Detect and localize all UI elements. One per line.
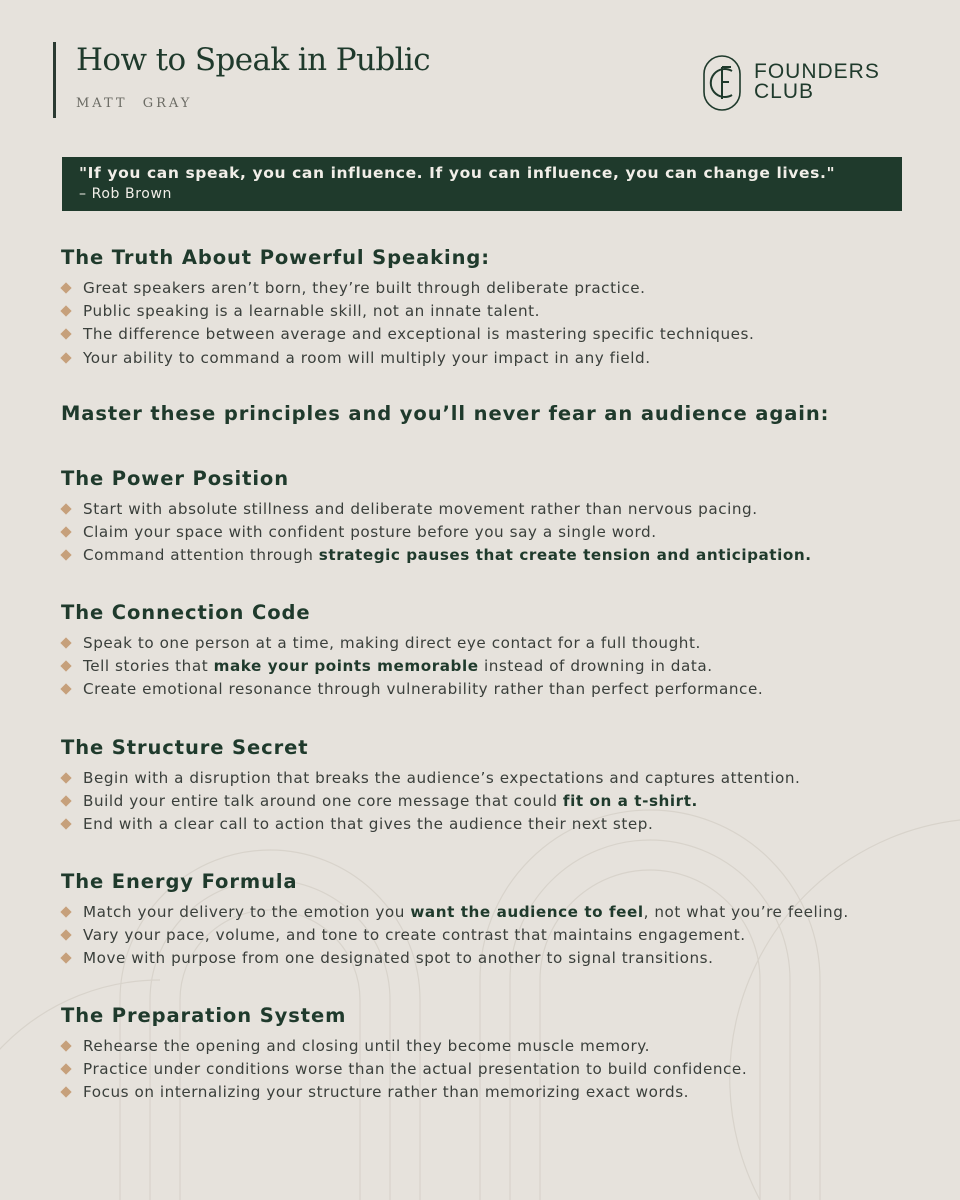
- diamond-bullet-icon: [60, 306, 71, 317]
- section-heading: The Preparation System: [61, 1004, 347, 1027]
- diamond-bullet-icon: [60, 661, 71, 672]
- item-emphasis: strategic pauses that create tension and anticipation.: [318, 546, 812, 565]
- diamond-bullet-icon: [60, 819, 71, 830]
- item-text: Create emotional resonance through vulnerability rather than perfect performance.: [83, 680, 764, 699]
- list-item: [61, 655, 763, 678]
- principles-callout: Master these principles and you’ll never fear an audience again:: [61, 402, 830, 425]
- diamond-bullet-icon: [60, 930, 71, 941]
- section-power-position: [61, 466, 812, 568]
- founders-club-logo: [702, 55, 912, 111]
- item-text-tail: , not what you’re feeling.: [643, 903, 849, 921]
- list-item: [61, 1081, 747, 1104]
- header-accent-bar: [53, 42, 56, 118]
- logo-wordmark: [754, 62, 880, 102]
- item-text: Speak to one person at a time, making direct eye contact for a full thought.: [83, 634, 701, 652]
- section-heading: The Structure Secret: [61, 736, 309, 759]
- diamond-bullet-icon: [60, 282, 71, 293]
- bullet-list: [61, 277, 754, 370]
- fc-monogram-icon: [702, 55, 742, 111]
- list-item: [61, 790, 800, 813]
- page-title: How to Speak in Public: [76, 42, 431, 78]
- item-text: Vary your pace, volume, and tone to create contrast that maintains engagement.: [83, 926, 746, 945]
- item-text: Claim your space with confident posture before you say a single word.: [83, 523, 657, 542]
- author-name: MATT GRAY: [76, 96, 193, 111]
- diamond-bullet-icon: [60, 503, 71, 514]
- section-heading: The Truth About Powerful Speaking:: [61, 246, 490, 269]
- quote-box: [62, 157, 902, 211]
- diamond-bullet-icon: [60, 1087, 71, 1098]
- section-heading: The Power Position: [61, 467, 289, 490]
- diamond-bullet-icon: [60, 953, 71, 964]
- item-text: Start with absolute stillness and deliberate movement rather than nervous pacing.: [83, 500, 758, 518]
- item-emphasis: make your points memorable: [213, 657, 479, 676]
- item-text-tail: instead of drowning in data.: [478, 657, 713, 676]
- quote-text: "If you can speak, you can influence. If you can influence, you can change lives.": [79, 164, 836, 182]
- item-text: Practice under conditions worse than the actual presentation to build confidence.: [83, 1060, 748, 1079]
- bullet-list: [61, 767, 800, 837]
- diamond-bullet-icon: [60, 329, 71, 340]
- list-item: [61, 277, 754, 300]
- list-item: [61, 521, 812, 544]
- diamond-bullet-icon: [60, 906, 71, 917]
- item-text: Focus on internalizing your structure rather than memorizing exact words.: [83, 1083, 690, 1102]
- quote-author: – Rob Brown: [79, 186, 172, 202]
- bullet-list: [61, 901, 849, 971]
- list-item: [61, 924, 849, 947]
- item-text: The difference between average and exceptional is mastering specific techniques.: [83, 325, 755, 344]
- item-emphasis: want the audience to feel: [410, 903, 644, 921]
- item-text: Public speaking is a learnable skill, not an innate talent.: [83, 302, 541, 321]
- diamond-bullet-icon: [60, 796, 71, 807]
- diamond-bullet-icon: [60, 637, 71, 648]
- list-item: [61, 632, 763, 655]
- list-item: [61, 544, 812, 567]
- diamond-bullet-icon: [60, 550, 71, 561]
- section-heading: The Energy Formula: [61, 870, 298, 893]
- item-text: Command attention through: [83, 546, 319, 565]
- section-heading: The Connection Code: [61, 601, 311, 624]
- section-structure-secret: [61, 735, 800, 837]
- item-text: Build your entire talk around one core message that could: [83, 792, 563, 811]
- diamond-bullet-icon: [60, 352, 71, 363]
- diamond-bullet-icon: [60, 1064, 71, 1075]
- bullet-list: [61, 632, 763, 702]
- diamond-bullet-icon: [60, 1040, 71, 1051]
- list-item: [61, 1058, 747, 1081]
- list-item: [61, 323, 754, 346]
- bullet-list: [61, 498, 812, 568]
- diamond-bullet-icon: [60, 684, 71, 695]
- section-preparation-system: [61, 1003, 747, 1105]
- list-item: [61, 901, 849, 924]
- diamond-bullet-icon: [60, 772, 71, 783]
- item-text: Match your delivery to the emotion you: [83, 903, 411, 921]
- section-truth: [61, 245, 754, 370]
- logo-line-1: FOUNDERS: [754, 60, 880, 83]
- logo-line-2: CLUB: [754, 80, 815, 103]
- item-text: Begin with a disruption that breaks the audience’s expectations and captures attention.: [83, 769, 801, 787]
- list-item: [61, 767, 800, 790]
- list-item: [61, 347, 754, 370]
- section-energy-formula: [61, 869, 849, 971]
- item-emphasis: fit on a t-shirt.: [562, 792, 698, 811]
- item-text: Your ability to command a room will multiply your impact in any field.: [83, 348, 651, 367]
- bullet-list: [61, 1035, 747, 1105]
- item-text: End with a clear call to action that gives the audience their next step.: [83, 815, 654, 834]
- section-connection-code: [61, 600, 763, 702]
- list-item: [61, 947, 849, 970]
- list-item: [61, 1035, 747, 1058]
- item-text: Rehearse the opening and closing until they become muscle memory.: [83, 1037, 651, 1055]
- list-item: [61, 813, 800, 836]
- list-item: [61, 300, 754, 323]
- item-text: Move with purpose from one designated spot to another to signal transitions.: [83, 949, 714, 968]
- list-item: [61, 498, 812, 521]
- list-item: [61, 678, 763, 701]
- item-text: Great speakers aren’t born, they’re built through deliberate practice.: [83, 279, 646, 297]
- diamond-bullet-icon: [60, 527, 71, 538]
- item-text: Tell stories that: [83, 657, 214, 676]
